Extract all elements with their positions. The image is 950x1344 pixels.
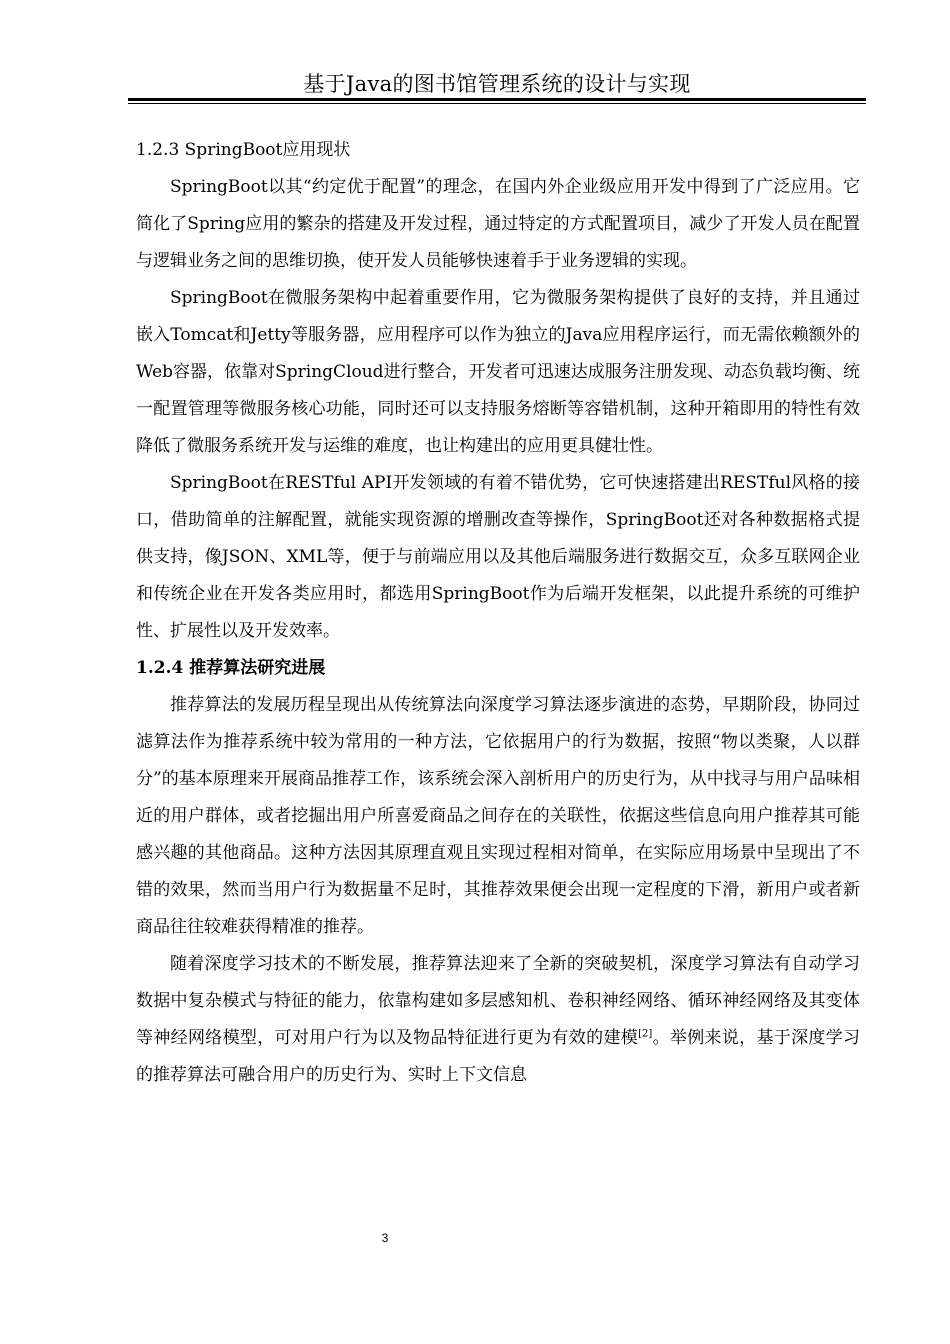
section-heading-1-2-4: 1.2.4 推荐算法研究进展: [136, 658, 326, 678]
citation-reference[interactable]: [2]: [638, 1028, 653, 1040]
header-rule-thick: [128, 98, 866, 101]
paragraph-text-after-citation: 。举例来说，基于深度学习的推荐算法可融合用户的历史行为、实时上下文信息: [136, 1028, 861, 1085]
paragraph-springboot-overview: SpringBoot以其“约定优于配置”的理念，在国内外企业级应用开发中得到了广泛应用。它简化了Spring应用的繁杂的搭建及开发过程，通过特定的方式配置项目，减少了开发人员在配置与逻辑业务之间的思维切换，使开发人员能够快速着手于业务逻辑的实现。: [136, 177, 860, 271]
paragraph-springboot-restful: SpringBoot在RESTful API开发领域的有着不错优势，它可快速搭建出RESTful风格的接口，借助简单的注解配置，就能实现资源的增删改查等操作，SpringBoot还对各种数据格式提供支持，像JSON、XML等，便于与前端应用以及其他后端服务进行数据交互，众多互联网企业和传统企业在开发各类应用时，都选用SpringBoot作为后端开发框架，以此提升系统的可维护性、扩展性以及开发效率。: [136, 473, 860, 641]
page-body: [136, 132, 860, 1094]
section-heading-1-2-3: 1.2.3 SpringBoot应用现状: [136, 140, 351, 160]
paragraph-text-before-citation: 随着深度学习技术的不断发展，推荐算法迎来了全新的突破契机，深度学习算法有自动学习数据中复杂模式与特征的能力，依靠构建如多层感知机、卷积神经网络、循环神经网络及其变体等神经网络模型，可对用户行为以及物品特征进行更为有效的建模: [136, 954, 860, 1048]
paragraph-deep-learning-recommendation: [136, 946, 860, 1094]
paragraph-springboot-microservices: SpringBoot在微服务架构中起着重要作用，它为微服务架构提供了良好的支持，并且通过嵌入Tomcat和Jetty等服务器，应用程序可以作为独立的Java应用程序运行，而无需依赖额外的Web容器，依靠对SpringCloud进行整合，开发者可迅速达成服务注册发现、动态负载均衡、统一配置管理等微服务核心功能，同时还可以支持服务熔断等容错机制，这种开箱即用的特性有效降低了微服务系统开发与运维的难度，也让构建出的应用更具健壮性。: [136, 288, 860, 456]
paragraph-recommendation-history: 推荐算法的发展历程呈现出从传统算法向深度学习算法逐步演进的态势，早期阶段，协同过滤算法作为推荐系统中较为常用的一种方法，它依据用户的行为数据，按照“物以类聚，人以群分”的基本原理来开展商品推荐工作，该系统会深入剖析用户的历史行为，从中找寻与用户品味相近的用户群体，或者挖掘出用户所喜爱商品之间存在的关联性，依据这些信息向用户推荐其可能感兴趣的其他商品。这种方法因其原理直观且实现过程相对简单，在实际应用场景中呈现出了不错的效果，然而当用户行为数据量不足时，其推荐效果便会出现一定程度的下滑，新用户或者新商品往往较难获得精准的推荐。: [136, 695, 860, 937]
running-header-title: 基于Java的图书馆管理系统的设计与实现: [303, 72, 691, 96]
page-number: 3: [381, 1231, 389, 1245]
header-rule-thin: [128, 103, 866, 104]
